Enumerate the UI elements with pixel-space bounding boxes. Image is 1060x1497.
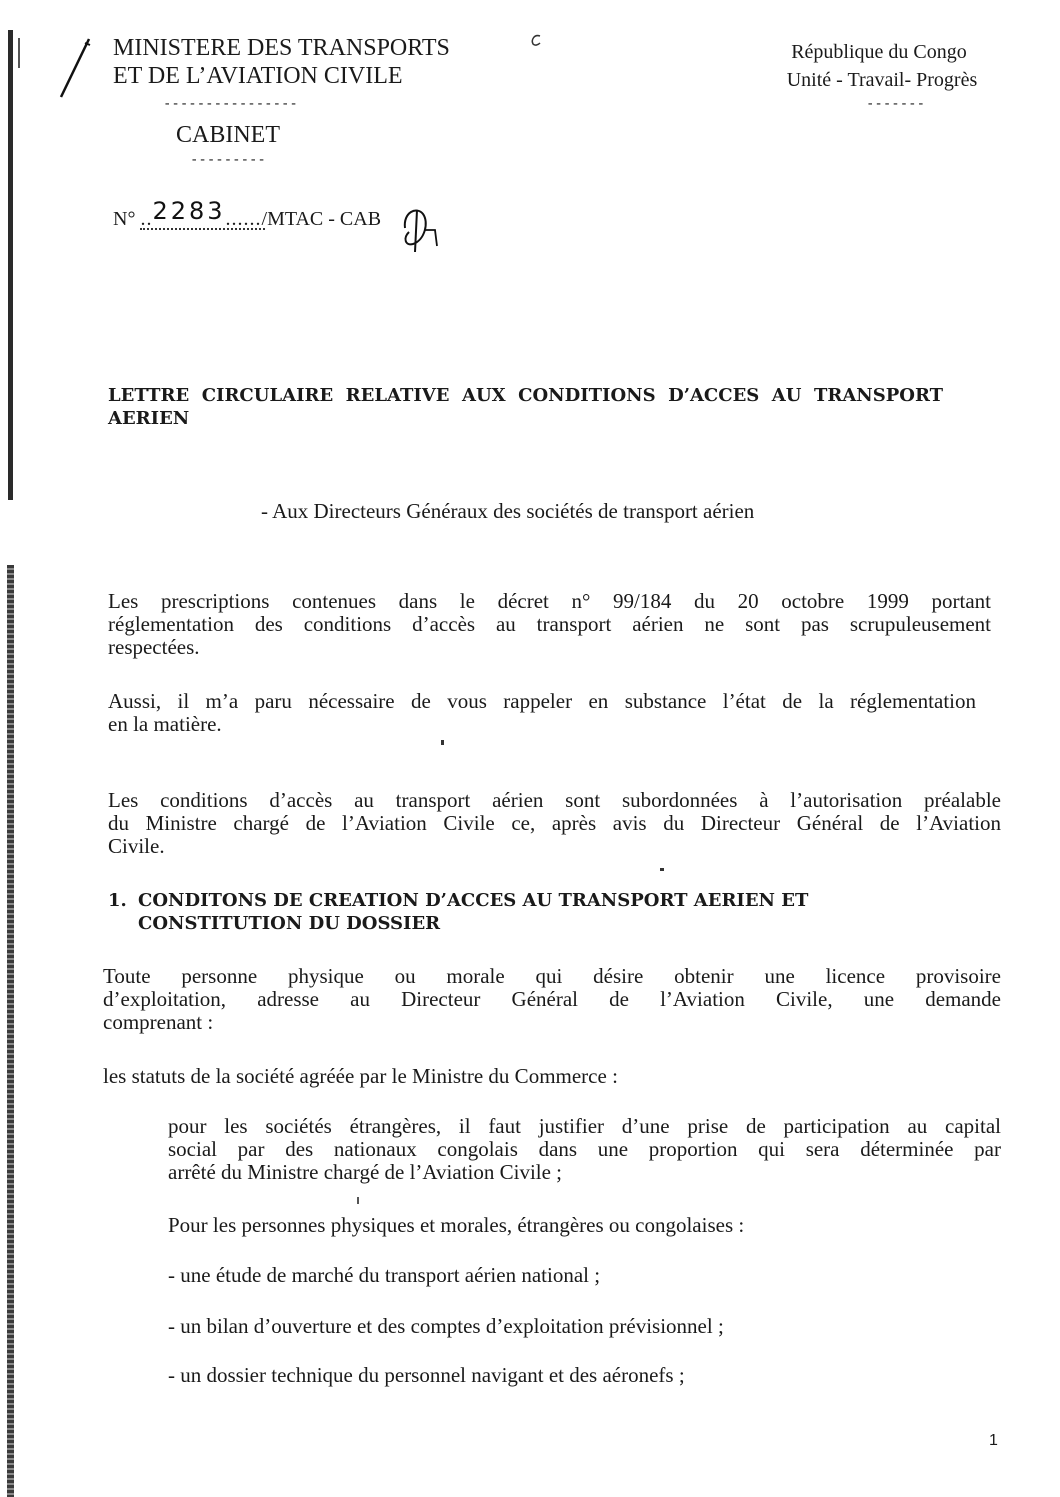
reference-prefix: N°	[113, 208, 136, 230]
ministry-name-line2: ET DE L’AVIATION CIVILE	[113, 63, 403, 89]
paragraph-line: social par des nationaux congolais dans une proportion qui sera déterminée par	[168, 1137, 1001, 1161]
document-title	[108, 384, 943, 430]
ministry-name-line1: MINISTERE DES TRANSPORTS	[113, 35, 450, 61]
list-item: - une étude de marché du transport aérien national ;	[168, 1263, 601, 1287]
section-1-number: 1.	[108, 890, 127, 911]
handwritten-mark	[528, 32, 544, 48]
paragraph-line: Toute personne physique ou morale qui désire obtenir une licence provisoire	[103, 964, 1001, 988]
paragraph-line: Civile.	[108, 834, 165, 858]
handwritten-mark	[55, 35, 95, 105]
republic-separator: -------	[866, 96, 926, 112]
cabinet-separator: ---------	[190, 152, 266, 168]
foreign-companies-paragraph	[168, 1115, 1001, 1184]
paragraph-line: d’exploitation, adresse au Directeur Général de l’Aviation Civile, une demande	[103, 987, 1001, 1011]
list-item: - un dossier technique du personnel navigant et des aéronefs ;	[168, 1363, 685, 1387]
persons-line: Pour les personnes physiques et morales, étrangères ou congolaises :	[168, 1213, 745, 1237]
paragraph-line: Aussi, il m’a paru nécessaire de vous rappeler en substance l’état de la réglementation	[108, 689, 976, 713]
scan-edge-mark	[7, 565, 14, 1497]
title-line2: AERIEN	[108, 408, 190, 429]
reference-suffix: /MTAC - CAB	[261, 208, 382, 230]
paragraph-line: du Ministre chargé de l’Aviation Civile ce, après avis du Directeur Général de l’Aviation	[108, 811, 1001, 835]
paragraph-line: Les conditions d’accès au transport aérien sont subordonnées à l’autorisation préalable	[108, 788, 1001, 812]
reference-dotted-line	[140, 228, 265, 230]
title-line1: LETTRE CIRCULAIRE RELATIVE AUX CONDITIONS D’ACCES AU TRANSPORT	[108, 385, 943, 406]
reference-dots: ..	[140, 208, 153, 230]
paragraph-line: réglementation des conditions d’accès au transport aérien ne sont pas scrupuleusement	[108, 612, 991, 636]
scan-speck	[660, 868, 664, 871]
reference-dots: ......	[225, 208, 262, 230]
republic-name: République du Congo	[791, 41, 967, 63]
ministry-separator: ----------------	[163, 96, 298, 112]
paragraph-line: arrêté du Ministre chargé de l’Aviation Civile ;	[168, 1160, 563, 1184]
section-heading-line: CONSTITUTION DU DOSSIER	[138, 913, 441, 934]
paragraph-3	[108, 789, 1001, 858]
page-number: 1	[989, 1432, 998, 1449]
paragraph-line: pour les sociétés étrangères, il faut justifier d’une prise de participation au capital	[168, 1114, 1001, 1138]
section-heading-line: CONDITONS DE CREATION D’ACCES AU TRANSPORT AERIEN ET	[138, 890, 809, 911]
scan-edge-mark	[8, 30, 13, 500]
paragraph-line: comprenant :	[103, 1010, 214, 1034]
statuts-line: les statuts de la société agréée par le Ministre du Commerce :	[103, 1064, 618, 1088]
section-1-heading	[138, 889, 838, 935]
recipient-line: - Aux Directeurs Généraux des sociétés de transport aérien	[261, 499, 755, 523]
paragraph-line: respectées.	[108, 635, 200, 659]
reference-handwritten-number: 2283	[152, 197, 226, 225]
handwritten-initials	[395, 200, 450, 258]
paragraph-line: Les prescriptions contenues dans le décret n° 99/184 du 20 octobre 1999 portant	[108, 589, 991, 613]
scan-speck	[441, 740, 444, 745]
scan-speck	[357, 1197, 359, 1204]
list-item: - un bilan d’ouverture et des comptes d’exploitation prévisionnel ;	[168, 1314, 724, 1338]
cabinet-label: CABINET	[176, 122, 280, 148]
scan-edge-mark	[18, 38, 20, 68]
national-motto: Unité - Travail- Progrès	[786, 69, 978, 91]
paragraph-2	[108, 690, 976, 736]
paragraph-line: en la matière.	[108, 712, 222, 736]
section-1-intro	[103, 965, 1001, 1034]
paragraph-1	[108, 590, 991, 659]
